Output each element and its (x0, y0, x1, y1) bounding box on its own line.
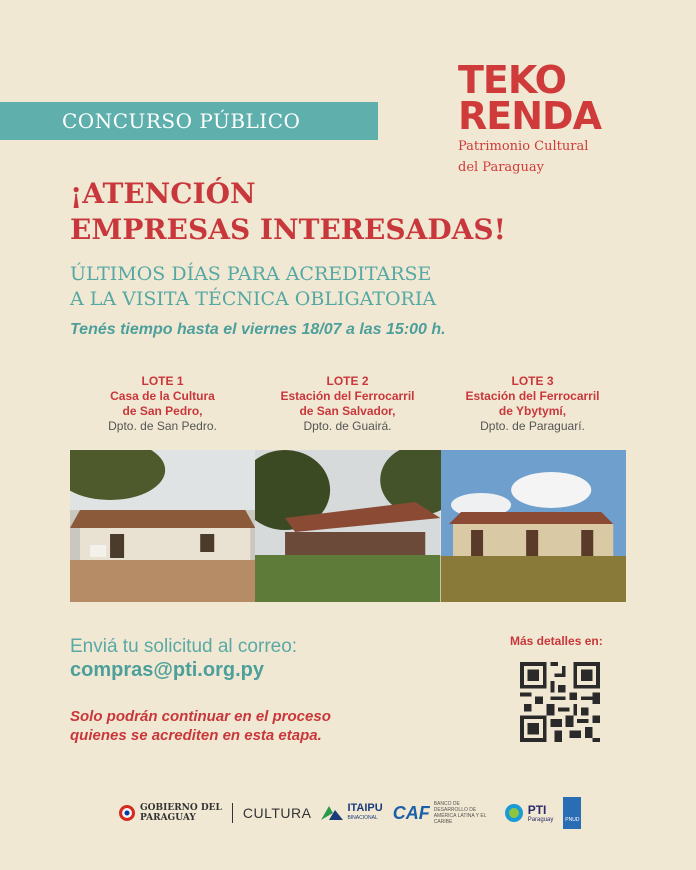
pti-logo (504, 803, 554, 823)
headline-line-2: EMPRESAS INTERESADAS! (70, 213, 506, 246)
headline-line-1: ¡ATENCIÓN (70, 177, 256, 210)
cultura-logo: CULTURA (242, 805, 312, 821)
send-label: Enviá tu solicitud al correo: (70, 636, 298, 657)
lot-title: LOTE 2 (326, 374, 369, 388)
gob-line-1: GOBIERNO DEL (140, 803, 222, 813)
lot-place: Casa de la Cultura (110, 389, 215, 403)
caf-name: CAF (392, 802, 430, 823)
pti-name: PTI (527, 803, 547, 817)
itaipu-logo (321, 803, 382, 823)
lot-2 (255, 374, 440, 434)
logo-sub-1: Patrimonio Cultural (458, 139, 589, 154)
lot-dept: Dpto. de San Pedro. (108, 419, 217, 433)
lot-dept: Dpto. de Guairá. (303, 419, 392, 433)
email-link[interactable]: compras@pti.org.py (70, 659, 264, 681)
lot-place: Estación del Ferrocarril (280, 389, 415, 403)
photos-strip (70, 450, 626, 602)
pti-icon (504, 803, 524, 823)
pti-sub: Paraguay (527, 817, 554, 823)
deadline-text: Tenés tiempo hasta el viernes 18/07 a las 15:00 h. (70, 321, 446, 338)
subheadline (70, 262, 630, 312)
lot-place: de Ybytymí, (498, 404, 567, 418)
itaipu-name: ITAIPU (347, 802, 383, 814)
gob-line-2: PARAGUAY (140, 813, 196, 823)
caf-logo (393, 801, 494, 825)
banner-label: CONCURSO PÚBLICO (62, 109, 301, 133)
footer-divider (232, 803, 233, 823)
lots-list (70, 374, 626, 434)
logo-line-2: RENDA (458, 94, 601, 138)
logo-line-1: TEKO (458, 58, 566, 102)
lot-place: Estación del Ferrocarril (465, 389, 600, 403)
itaipu-sub: BINACIONAL (347, 815, 378, 821)
photo-estacion-san-salvador (255, 450, 440, 602)
headline (70, 176, 630, 248)
caf-sub: BANCO DE DESARROLLO DE AMÉRICA LATINA Y EL CARIBE (433, 801, 487, 825)
lot-dept: Dpto. de Paraguarí. (480, 419, 585, 433)
details-label: Más detalles en: (510, 634, 603, 648)
paraguay-seal-icon (118, 804, 136, 822)
lot-title: LOTE 1 (141, 374, 184, 388)
sponsors-footer (118, 796, 588, 830)
qr-code-icon[interactable] (520, 662, 600, 742)
gobierno-logo (118, 803, 222, 823)
lot-place: de San Pedro, (122, 404, 203, 418)
teko-renda-logo (458, 58, 638, 176)
lot-place: de San Salvador, (299, 404, 396, 418)
lot-3 (440, 374, 625, 434)
subhead-line-2: A LA VISITA TÉCNICA OBLIGATORIA (70, 288, 437, 310)
itaipu-icon (321, 806, 343, 820)
note-line-1: Solo podrán continuar en el proceso (70, 708, 331, 725)
photo-estacion-ybytymi (441, 450, 626, 602)
subhead-line-1: ÚLTIMOS DÍAS PARA ACREDITARSE (70, 263, 432, 285)
note-line-2: quienes se acrediten en esta etapa. (70, 727, 322, 744)
pnud-logo: PNUD (563, 797, 581, 829)
lot-title: LOTE 3 (511, 374, 554, 388)
logo-sub-2: del Paraguay (458, 160, 544, 175)
accreditation-note (70, 707, 430, 745)
contest-banner (0, 102, 378, 140)
lot-1 (70, 374, 255, 434)
photo-casa-cultura (70, 450, 255, 602)
